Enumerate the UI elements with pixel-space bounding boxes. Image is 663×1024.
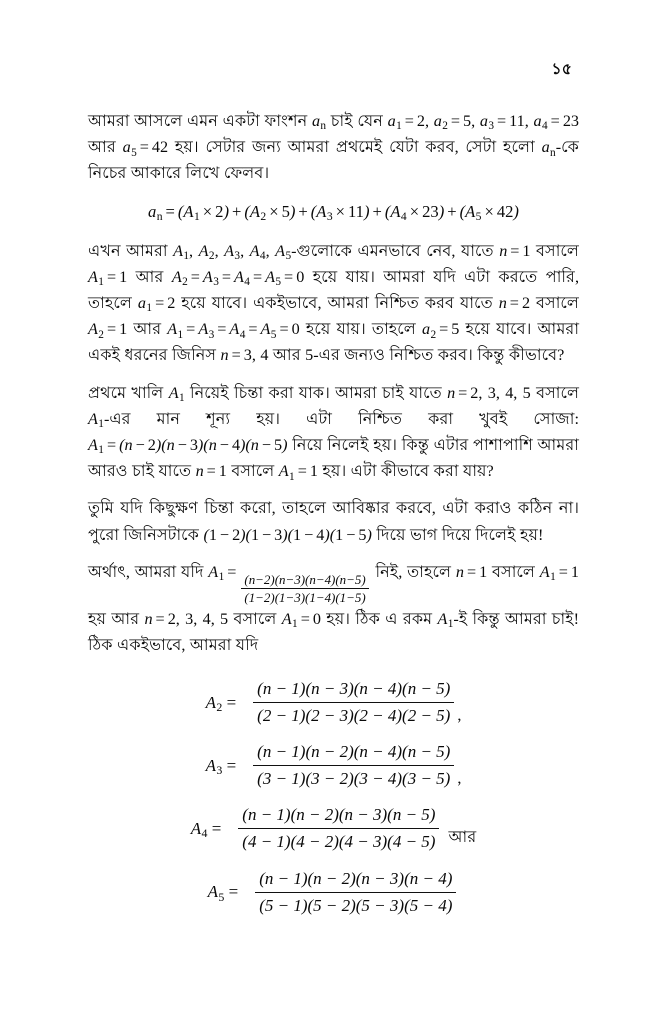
equation-A4-fraction	[238, 804, 439, 853]
equation-A2-fraction	[253, 678, 454, 727]
p1-seg-4: হয়। সেটার জন্য আমরা প্রথমেই যেটা করব, সেটা হলো	[174, 138, 542, 157]
paragraph-1	[88, 108, 579, 187]
math-a1-eq-2b: $a_1 = 2$	[137, 294, 176, 315]
equation-A3-lhs: $A_3$ =	[205, 755, 237, 778]
p2-seg-2: -গুলোকে এমনভাবে নেব, যাতে	[291, 241, 500, 260]
math-a-n-2: $a_n$	[541, 138, 556, 159]
equation-A2-numerator: (n − 1)(n − 3)(n − 4)(n − 5)	[253, 678, 454, 703]
p4-seg-1: তুমি যদি কিছুক্ষণ চিন্তা করো, তাহলে আবিষ্কার করবে, এটা করাও কঠিন না। পুরো জিনিসটাকে	[88, 499, 579, 544]
math-A1-a: $A_1$	[168, 383, 185, 405]
equation-A2-lhs: $A_2$ =	[205, 692, 237, 715]
equation-A4-trailing: আর	[448, 827, 477, 846]
fraction-denominator: (1−2)(1−3)(1−4)(1−5)	[244, 590, 366, 606]
math-A1-eq-1c: $A_1 = 1$	[539, 562, 579, 584]
math-A1-d: $A_1$	[437, 609, 454, 630]
inline-fraction-A1	[241, 572, 368, 606]
equation-an-term-2: $(A_2 \times 5)$	[244, 201, 296, 224]
display-equation-an	[88, 202, 579, 222]
text-block	[88, 108, 579, 933]
math-n-eq-1: n = 1	[499, 241, 531, 260]
math-A1-eq-1b: $A_1 = 1$	[278, 462, 318, 483]
p4-seg-2: দিয়ে ভাগ দিয়ে দিলেই হয়!	[376, 525, 544, 544]
equation-A5-numerator: (n − 1)(n − 2)(n − 3)(n − 4)	[255, 868, 456, 893]
math-a-n: $a_n$	[311, 112, 327, 133]
p3-seg-4: -এর মান শূন্য হয়। এটা নিশ্চিত করা খুবই সোজা:	[103, 409, 579, 428]
paragraph-3	[88, 380, 579, 485]
p2-seg-11: আর 5-এর জন্যও নিশ্চিত করব। কিন্তু কীভাবে?	[272, 346, 565, 365]
p3-seg-3: বসালে	[536, 383, 580, 402]
equation-A4-lhs: $A_4$ =	[190, 818, 222, 841]
math-a1-eq-2: $a_1 = 2$,	[387, 112, 430, 133]
equation-an-lhs: $a_n$	[148, 201, 163, 224]
math-a3-eq-11: $a_3 = 11$,	[475, 112, 529, 133]
math-a4-eq-23: $a_4 = 23$	[528, 112, 579, 133]
equation-an-term-3: $(A_3 \times 11)$	[310, 201, 370, 224]
equation-A4	[88, 804, 579, 853]
math-n-eq-2: n = 2	[498, 294, 531, 313]
p3-seg-7: হয়। এটা কীভাবে করা যায়?	[322, 462, 494, 481]
p1-seg-2b: চাই যেন	[330, 112, 388, 130]
math-denominator-product: (1 − 2)(1 − 3)(1 − 4)(1 − 5)	[203, 525, 372, 544]
p2-seg-5: হয়ে যায়। আমরা যদি এটা করতে পারি, তাহলে	[88, 267, 579, 313]
math-A-list: $A_1$, $A_2$, $A_3$, $A_4$, $A_5$	[173, 241, 292, 262]
math-A1-eq-0: $A_1 = 0$	[281, 609, 321, 630]
paragraph-5	[88, 559, 579, 658]
math-n-eq-2345: n = 2, 3, 4, 5	[447, 383, 531, 402]
p2-seg-1: এখন আমরা	[88, 241, 174, 260]
math-A1-c: $A_1$ =	[208, 562, 237, 584]
p5-seg-1: অর্থাৎ, আমরা যদি	[88, 562, 209, 581]
math-a2-eq-5: $a_2 = 5$,	[429, 112, 476, 133]
p5-seg-6: হয়। ঠিক এ রকম	[326, 609, 438, 628]
p3-seg-5: নিয়ে নিলেই হয়। কিন্তু এটার পাশাপাশি আমরা আরও চাই যাতে	[88, 436, 580, 481]
math-A1-eq-1: $A_1 = 1$	[88, 267, 128, 289]
equation-A3-numerator: (n − 1)(n − 2)(n − 4)(n − 5)	[253, 741, 454, 766]
math-n-eq-34: n = 3, 4	[220, 346, 269, 365]
math-n-eq-1b: n = 1	[195, 462, 227, 481]
equation-A3-denominator: (3 − 1)(3 − 2)(3 − 4)(3 − 5)	[257, 769, 451, 789]
equation-A2-trailing: ,	[457, 706, 462, 725]
p2-seg-7: বসালে	[536, 294, 579, 313]
paragraph-4	[88, 495, 579, 547]
equation-an-equals: =	[165, 201, 175, 221]
p1-seg-1: আমরা আসলে এমন একটা ফাংশন	[88, 112, 312, 130]
math-a5-eq-42: $a_5 = 42$	[122, 138, 169, 159]
plus-2: +	[298, 201, 308, 221]
p2-seg-6: হয়ে যাবে। একইভাবে, আমরা নিশ্চিত করব যাতে	[181, 294, 499, 313]
p3-seg-2: নিয়েই চিন্তা করা যাক। আমরা চাই যাতে	[189, 383, 448, 402]
p5-seg-3: বসালে	[492, 562, 540, 581]
math-n-eq-2345b: n = 2, 3, 4, 5	[144, 609, 229, 628]
p3-seg-6: বসালে	[231, 462, 279, 481]
equation-an-term-5: $(A_5 \times 42)$	[459, 201, 519, 224]
plus-3: +	[372, 201, 382, 221]
equation-A3-fraction	[253, 741, 454, 790]
equation-A3-trailing: ,	[457, 769, 462, 788]
p5-seg-4: হয় আর	[88, 609, 145, 628]
p5-seg-7: -ই কিন্তু আমরা চাই! ঠিক একইভাবে, আমরা যদি	[88, 609, 579, 654]
equation-A5-trailing	[456, 915, 459, 917]
paragraph-2	[88, 238, 579, 369]
equation-A5	[88, 868, 579, 917]
p2-seg-10: হয়ে যাবে। আমরা একই ধরনের জিনিস	[88, 320, 580, 365]
math-A1-product: $A_1 = (n - 2)(n - 3)(n - 4)(n - 5)$	[88, 436, 288, 457]
equation-an-term-1: $(A_1 \times 2)$	[177, 201, 229, 224]
p3-seg-1: প্রথমে খালি	[88, 383, 169, 402]
lagrange-equations	[88, 678, 579, 917]
p2-seg-9: হয়ে যায়। তাহলে	[305, 320, 422, 339]
equation-A4-denominator: (4 − 1)(4 − 2)(4 − 3)(4 − 5)	[242, 832, 436, 852]
equation-A5-denominator: (5 − 1)(5 − 2)(5 − 3)(5 − 4)	[259, 895, 453, 915]
page-number: ১৫	[551, 61, 572, 78]
equation-A5-fraction	[255, 868, 456, 917]
math-A2-eq-1: $A_2 = 1$	[88, 320, 128, 341]
equation-A3	[88, 741, 579, 790]
p1-seg-3: আর	[88, 138, 123, 157]
math-A1-b: $A_1$	[88, 409, 104, 431]
p2-seg-3: বসালে	[536, 241, 579, 260]
p5-seg-2: নিই, তাহলে	[375, 562, 456, 581]
math-rest-zero-2: $A_1 = A_3 = A_4 = A_5 = 0$	[167, 320, 300, 341]
p2-seg-8: আর	[133, 320, 168, 339]
equation-A2	[88, 678, 579, 727]
plus-1: +	[231, 201, 242, 221]
math-n-eq-1c: n = 1	[455, 562, 488, 581]
math-rest-zero-1: $A_2 = A_3 = A_4 = A_5 = 0$	[171, 267, 305, 289]
p1-seg-5: -কে নিচের আকারে লিখে ফেলব।	[88, 138, 580, 183]
fraction-numerator: (n−2)(n−3)(n−4)(n−5)	[241, 572, 368, 589]
p2-seg-4: আর	[135, 267, 172, 286]
equation-an-term-4: $(A_4 \times 23)$	[384, 201, 445, 224]
p5-seg-5: বসালে	[233, 609, 282, 628]
equation-A4-numerator: (n − 1)(n − 2)(n − 3)(n − 5)	[238, 804, 439, 829]
math-a2-eq-5b: $a_2 = 5$	[421, 320, 460, 341]
plus-4: +	[447, 201, 457, 221]
equation-A5-lhs: $A_5$ =	[207, 882, 239, 904]
equation-A2-denominator: (2 − 1)(2 − 3)(2 − 4)(2 − 5)	[257, 706, 451, 726]
